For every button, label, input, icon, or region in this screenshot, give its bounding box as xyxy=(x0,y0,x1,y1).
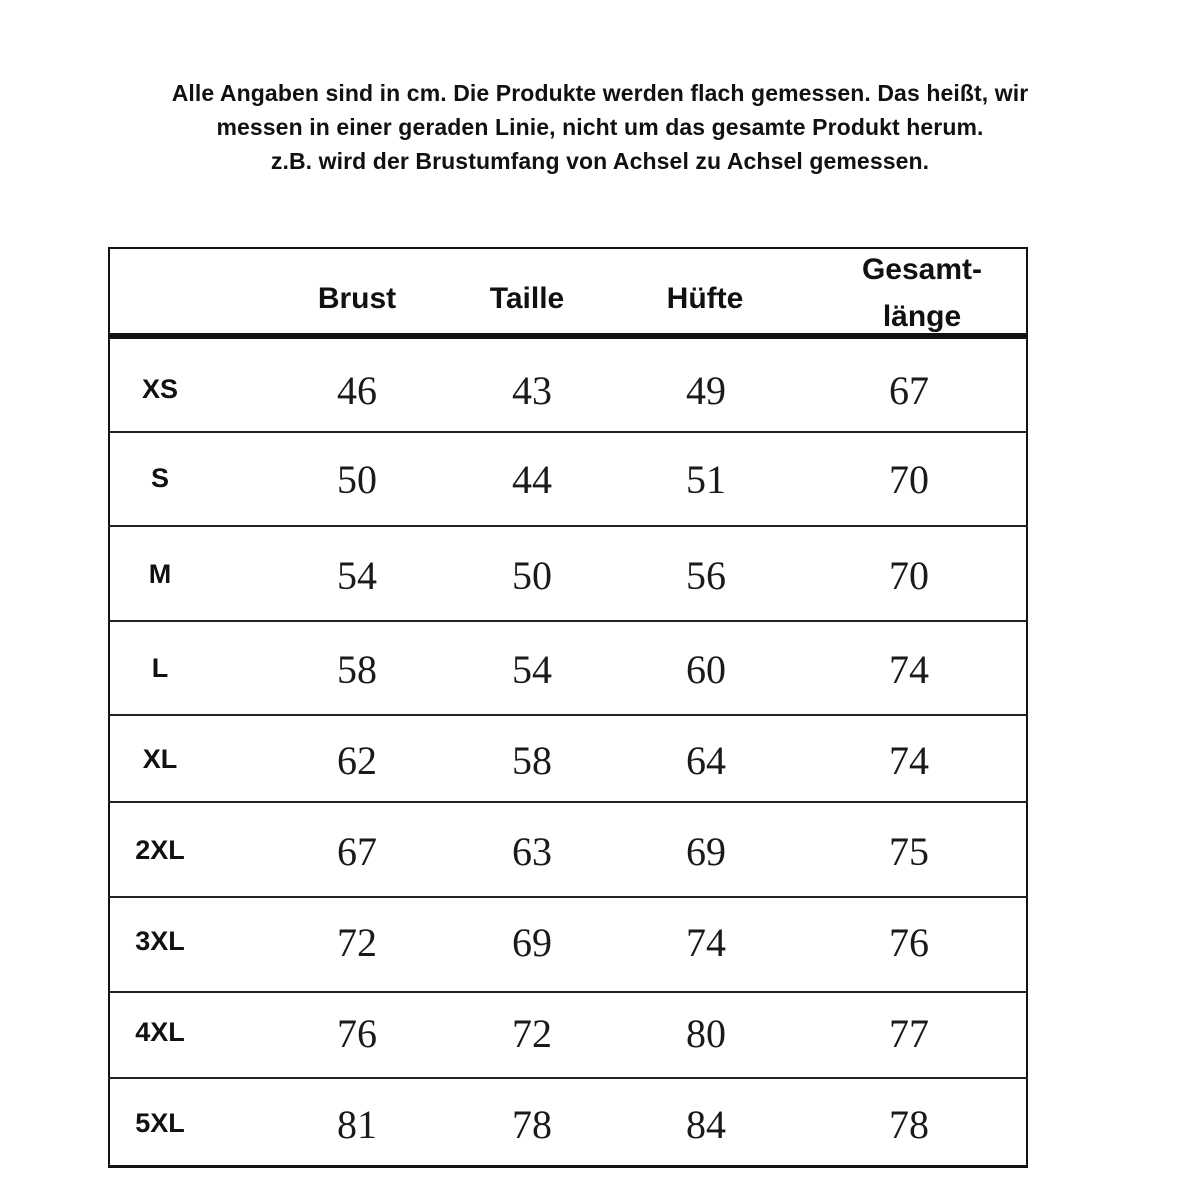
cell-brust: 46 xyxy=(337,368,377,413)
row-divider xyxy=(108,991,1028,993)
cell-taille: 54 xyxy=(512,647,552,692)
cell-brust: 72 xyxy=(337,920,377,965)
cell-huefte: 60 xyxy=(686,647,726,692)
cell-gesamtlaenge: 77 xyxy=(889,1011,929,1056)
cell-brust: 58 xyxy=(337,647,377,692)
cell-brust: 50 xyxy=(337,457,377,502)
cell-huefte: 49 xyxy=(686,368,726,413)
row-divider xyxy=(108,714,1028,716)
row-divider xyxy=(108,1077,1028,1079)
header-gesamtlaenge xyxy=(862,246,982,340)
cell-taille: 63 xyxy=(512,829,552,874)
size-label: L xyxy=(151,653,169,683)
cell-huefte: 69 xyxy=(686,829,726,874)
cell-huefte: 80 xyxy=(686,1011,726,1056)
cell-taille: 44 xyxy=(512,457,552,502)
cell-gesamtlaenge: 74 xyxy=(889,647,929,692)
intro-line-1: Alle Angaben sind in cm. Die Produkte werden flach gemessen. Das heißt, wir xyxy=(171,80,1029,106)
size-label: XS xyxy=(141,374,179,404)
cell-gesamtlaenge: 70 xyxy=(889,553,929,598)
cell-gesamtlaenge: 78 xyxy=(889,1102,929,1147)
header-huefte: Hüfte xyxy=(666,282,744,315)
cell-gesamtlaenge: 70 xyxy=(889,457,929,502)
cell-brust: 62 xyxy=(337,738,377,783)
intro-text xyxy=(0,76,1200,178)
cell-huefte: 64 xyxy=(686,738,726,783)
size-label: 3XL xyxy=(135,926,185,956)
row-divider xyxy=(108,431,1028,433)
intro-line-2: messen in einer geraden Linie, nicht um das gesamte Produkt herum. xyxy=(216,114,984,140)
cell-huefte: 74 xyxy=(686,920,726,965)
cell-brust: 76 xyxy=(337,1011,377,1056)
cell-taille: 72 xyxy=(512,1011,552,1056)
size-label: S xyxy=(150,463,170,493)
cell-taille: 78 xyxy=(512,1102,552,1147)
size-label: XL xyxy=(142,744,178,774)
intro-line-3: z.B. wird der Brustumfang von Achsel zu Achsel gemessen. xyxy=(270,148,930,174)
size-label: 4XL xyxy=(135,1017,185,1047)
cell-taille: 50 xyxy=(512,553,552,598)
cell-gesamtlaenge: 75 xyxy=(889,829,929,874)
cell-taille: 69 xyxy=(512,920,552,965)
cell-brust: 81 xyxy=(337,1102,377,1147)
row-divider xyxy=(108,525,1028,527)
size-label: 5XL xyxy=(135,1108,185,1138)
header-gesamtlaenge-line-1: Gesamt- xyxy=(861,253,983,286)
cell-huefte: 56 xyxy=(686,553,726,598)
size-label: 2XL xyxy=(135,835,185,865)
cell-huefte: 84 xyxy=(686,1102,726,1147)
cell-gesamtlaenge: 76 xyxy=(889,920,929,965)
cell-huefte: 51 xyxy=(686,457,726,502)
cell-brust: 67 xyxy=(337,829,377,874)
header-taille: Taille xyxy=(489,282,565,315)
cell-gesamtlaenge: 67 xyxy=(889,368,929,413)
header-brust: Brust xyxy=(317,282,397,315)
size-label: M xyxy=(148,559,172,589)
row-divider xyxy=(108,896,1028,898)
row-divider xyxy=(108,801,1028,803)
cell-brust: 54 xyxy=(337,553,377,598)
cell-taille: 43 xyxy=(512,368,552,413)
cell-taille: 58 xyxy=(512,738,552,783)
header-gesamtlaenge-line-2: länge xyxy=(882,300,962,333)
cell-gesamtlaenge: 74 xyxy=(889,738,929,783)
row-divider xyxy=(108,620,1028,622)
